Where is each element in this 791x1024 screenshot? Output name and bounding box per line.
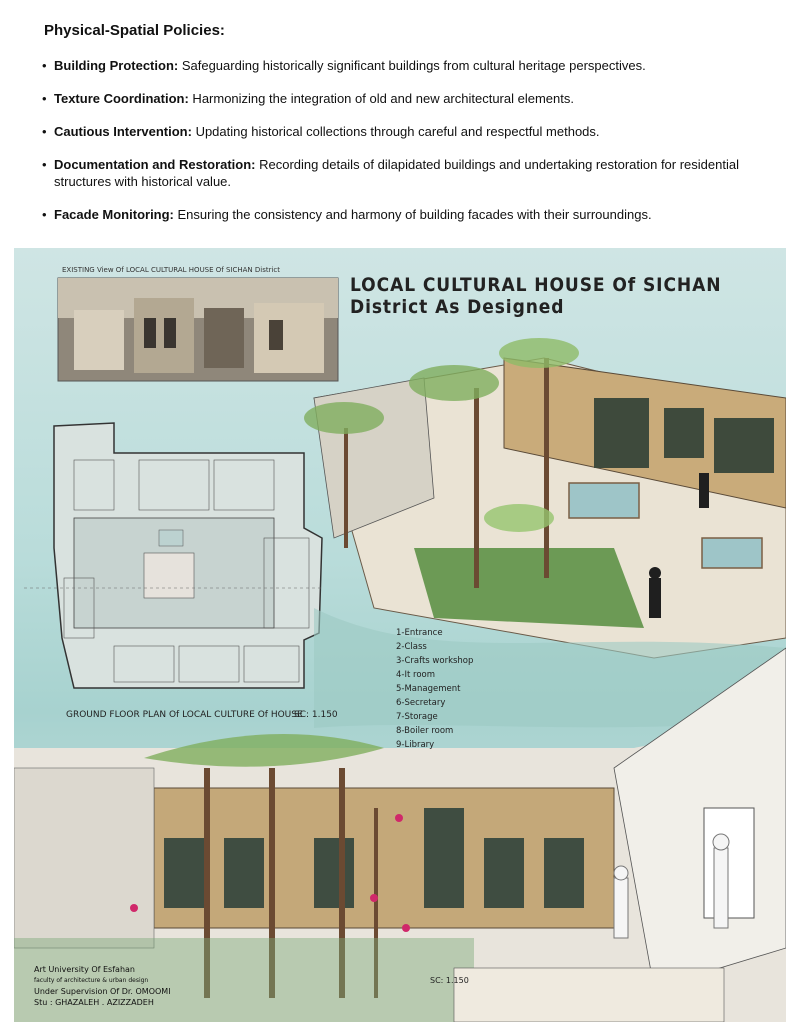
policy-description: Safeguarding historically significant buildings from cultural heritage perspectives. [178, 58, 646, 73]
legend-item: 4-It room [396, 670, 436, 680]
policy-description: Updating historical collections through careful and respectful methods. [191, 124, 600, 139]
legend-item: 5-Management [396, 684, 461, 694]
policy-term: Texture Coordination: [54, 91, 189, 106]
university-name: Art University Of Esfahan [34, 965, 135, 974]
policy-list [44, 57, 764, 223]
policy-description: Harmonizing the integration of old and new architectural elements. [188, 91, 574, 106]
policy-description: Ensuring the consistency and harmony of building facades with their surroundings. [173, 207, 652, 222]
ground-floor-plan [24, 423, 324, 688]
legend-item: 6-Secretary [396, 698, 446, 708]
legend-item: 3-Crafts workshop [396, 656, 474, 666]
legend-item: 1-Entrance [396, 628, 443, 638]
list-item [44, 156, 764, 190]
room-legend [396, 626, 473, 752]
legend-item: 7-Storage [396, 712, 438, 722]
policy-term: Facade Monitoring: [54, 207, 174, 222]
list-item [44, 123, 764, 140]
policy-term: Building Protection: [54, 58, 179, 73]
legend-item: 2-Class [396, 642, 427, 652]
ground-floor-plan-label: GROUND FLOOR PLAN Of LOCAL CULTURE Of HOUSE [66, 710, 303, 720]
legend-item: 9-Library [396, 740, 435, 750]
courtyard-perspective [304, 338, 786, 658]
list-item [44, 206, 764, 223]
existing-view-label: EXISTING View Of LOCAL CULTURAL HOUSE Of SICHAN District [62, 266, 281, 274]
architecture-poster [14, 248, 786, 1022]
list-item [44, 90, 764, 107]
faculty-name: faculty of architecture & urban design [34, 977, 149, 984]
poster-credits [34, 964, 171, 1008]
supervisor-credit: Under Supervision Of Dr. OMOOMI [34, 987, 171, 996]
section-scale: SC: 1.150 [430, 976, 469, 985]
policy-term: Cautious Intervention: [54, 124, 192, 139]
poster-title: LOCAL CULTURAL HOUSE Of SICHAN District As Designed [350, 274, 722, 318]
student-credit: Stu : GHAZALEH . AZIZZADEH [34, 998, 154, 1007]
legend-item: 8-Boiler room [396, 726, 454, 736]
section-title: Physical-Spatial Policies: [44, 22, 225, 39]
policy-description: Recording details of dilapidated buildings and undertaking restoration for residential structures with historical value. [54, 157, 739, 189]
ground-floor-scale: SC: 1.150 [294, 710, 338, 720]
list-item [44, 57, 764, 74]
existing-view-photo [58, 278, 338, 381]
policy-term: Documentation and Restoration: [54, 157, 256, 172]
policy-text-block [44, 22, 764, 239]
